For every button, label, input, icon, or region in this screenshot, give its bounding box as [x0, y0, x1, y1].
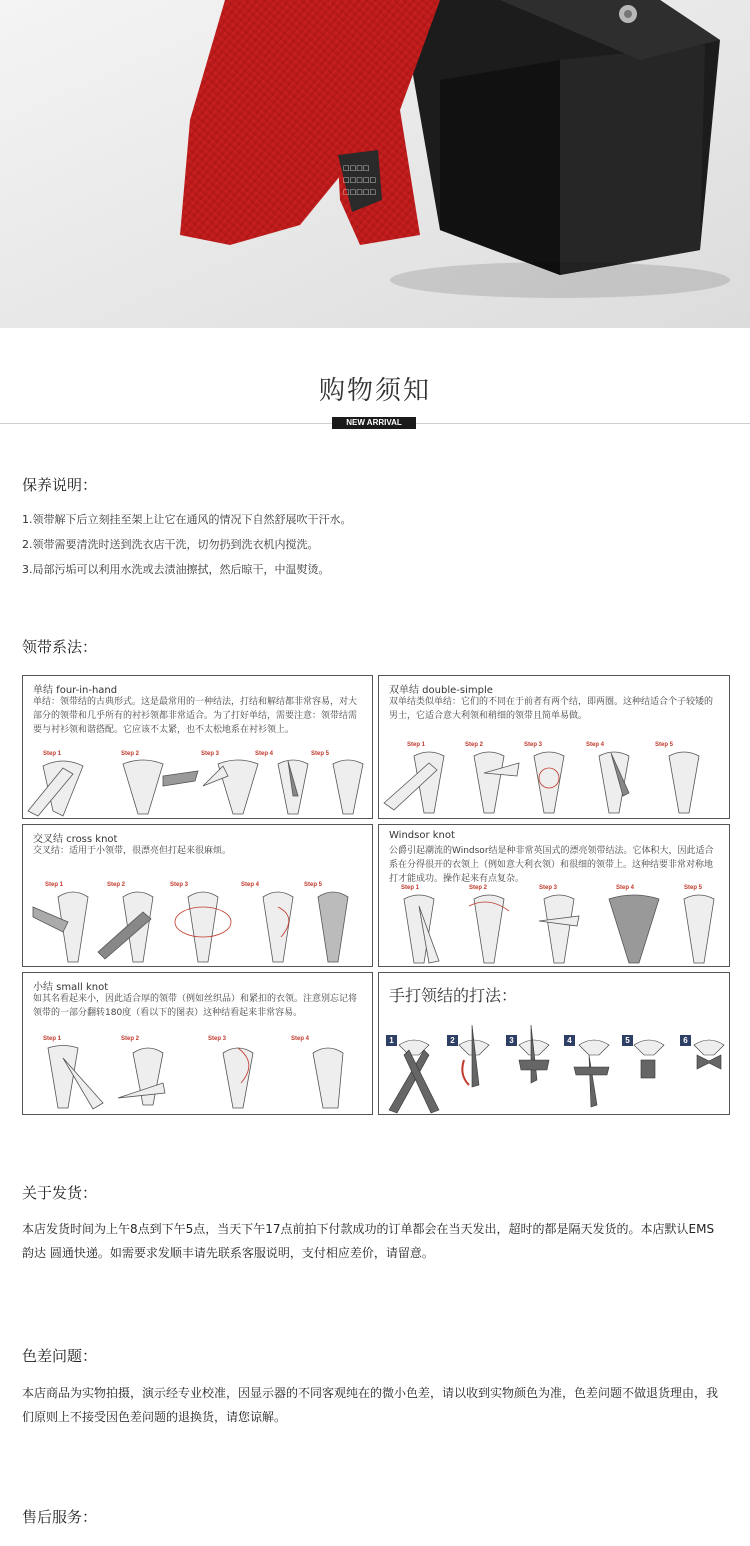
tie-diagram	[23, 887, 372, 965]
tie-diagram	[23, 1043, 372, 1113]
list-item: 1.领带解下后立刻挂至架上让它在通风的情况下自然舒展吹干汗水。	[22, 513, 352, 526]
color-diff-text: 本店商品为实物拍摄，演示经专业校准，因显示器的不同客观纯在的微小色差，请以收到实物颜色为准，色差问题不做退货理由，我们原则上不接受因色差问题的退换货，请您谅解。	[22, 1386, 719, 1424]
page-title: 购物须知	[318, 376, 431, 406]
list-item: 3.局部污垢可以利用水洗或去渍油擦拭，然后晾干，中温熨烫。	[22, 563, 330, 576]
step-label: Step 1	[43, 751, 62, 757]
step-label: Step 2	[121, 1036, 140, 1042]
step-number: 2	[447, 1035, 458, 1046]
step-label: Step 4	[586, 742, 605, 748]
step-label: Step 1	[43, 1036, 62, 1042]
step-label: Step 4	[291, 1036, 310, 1042]
step-label: Step 1	[45, 882, 64, 888]
step-label: Step 1	[407, 742, 426, 748]
care-list	[22, 507, 352, 582]
step-label: Step 1	[401, 885, 420, 891]
step-label: Step 5	[304, 882, 323, 888]
step-label: Step 2	[465, 742, 484, 748]
step-number: 1	[386, 1035, 397, 1046]
step-label: Step 3	[208, 1036, 227, 1042]
panel-description: 如其名看起来小，因此适合厚的领带（例如丝织品）和紧扣的衣领。注意别忘记将领带的一部分翻转180度（看以下的图表）这种结看起来非常容易。	[33, 994, 358, 1018]
panel-cross-knot	[22, 824, 373, 967]
panel-title: 小结 small knot	[33, 982, 109, 993]
shipping-text: 本店发货时间为上午8点到下午5点，当天下午17点前拍下付款成功的订单都会在当天发出，超时的都是隔天发货的。本店默认EMS 韵达 圆通快递。如需要求发顺丰请先联系客服说明，支付相应差价，请留意。	[22, 1222, 715, 1260]
step-label: Step 3	[201, 751, 220, 757]
new-arrival-badge: NEW ARRIVAL	[332, 417, 416, 429]
step-label: Step 2	[121, 751, 140, 757]
step-number: 6	[680, 1035, 691, 1046]
step-number: 4	[564, 1035, 575, 1046]
product-photo	[0, 0, 750, 328]
shipping-heading: 关于发货：	[22, 1184, 98, 1202]
panel-title: 双单结 double-simple	[389, 685, 493, 696]
bow-tie-diagram	[379, 1025, 729, 1115]
divider	[0, 423, 332, 424]
step-label: Step 3	[170, 882, 189, 888]
step-label: Step 5	[655, 742, 674, 748]
knots-heading: 领带系法：	[22, 638, 98, 656]
step-label: Step 2	[107, 882, 126, 888]
svg-text:□□□□□: □□□□□	[343, 188, 377, 196]
notice-title-block	[0, 370, 750, 407]
tie-diagram	[379, 748, 729, 818]
step-label: Step 3	[524, 742, 543, 748]
step-label: Step 3	[539, 885, 558, 891]
step-label: Step 2	[469, 885, 488, 891]
step-label: Step 5	[684, 885, 703, 891]
tie-diagram	[379, 891, 729, 966]
step-label: Step 4	[241, 882, 260, 888]
panel-description: 公爵引起潮流的Windsor结是种非常英国式的漂亮领带结法。它体积大，因此适合系在分得很开的衣领上（例如意大利衣领）和很细的领带上。这种结要非常对称地打才能成功。操作起来有点复杂。	[389, 846, 714, 884]
list-item: 2.领带需要清洗时送到洗衣店干洗，切勿扔到洗衣机内搅洗。	[22, 538, 319, 551]
panel-title: Windsor knot	[389, 830, 455, 841]
after-sales-heading: 售后服务：	[22, 1508, 98, 1526]
panel-double-simple	[378, 675, 730, 819]
panel-description: 单结：领带结的古典形式。这是最常用的一种结法，打结和解结都非常容易，对大部分的领带和几乎所有的衬衫领都非常适合。为了打好单结，需要注意：领带结需要与衬衫领和谐搭配。它应该不太紧，也不太松地系在衬衫领上。	[33, 697, 358, 735]
step-label: Step 4	[616, 885, 635, 891]
panel-hand-tied-bow	[378, 972, 730, 1115]
svg-text:□□□□□: □□□□□	[343, 176, 377, 184]
panel-description: 双单结类似单结：它们的不同在于前者有两个结，即两圈。这种结适合个子较矮的男士，它适合意大利领和稍细的领带且简单易做。	[389, 697, 714, 721]
tie-diagram	[23, 756, 372, 818]
svg-text:□□□□: □□□□	[343, 164, 370, 172]
step-number: 5	[622, 1035, 633, 1046]
divider	[416, 423, 750, 424]
care-heading: 保养说明：	[22, 476, 98, 494]
step-label: Step 5	[311, 751, 330, 757]
panel-windsor	[378, 824, 730, 967]
panel-description: 交叉结：适用于小领带，很漂亮但打起来很麻烦。	[33, 846, 232, 856]
panel-four-in-hand	[22, 675, 373, 819]
panel-title: 交叉结 cross knot	[33, 834, 118, 845]
color-diff-heading: 色差问题：	[22, 1347, 98, 1365]
panel-small-knot	[22, 972, 373, 1115]
step-label: Step 4	[255, 751, 274, 757]
step-number: 3	[506, 1035, 517, 1046]
panel-title: 单结 four-in-hand	[33, 685, 118, 696]
panel-title: 手打领结的打法：	[389, 986, 518, 1005]
